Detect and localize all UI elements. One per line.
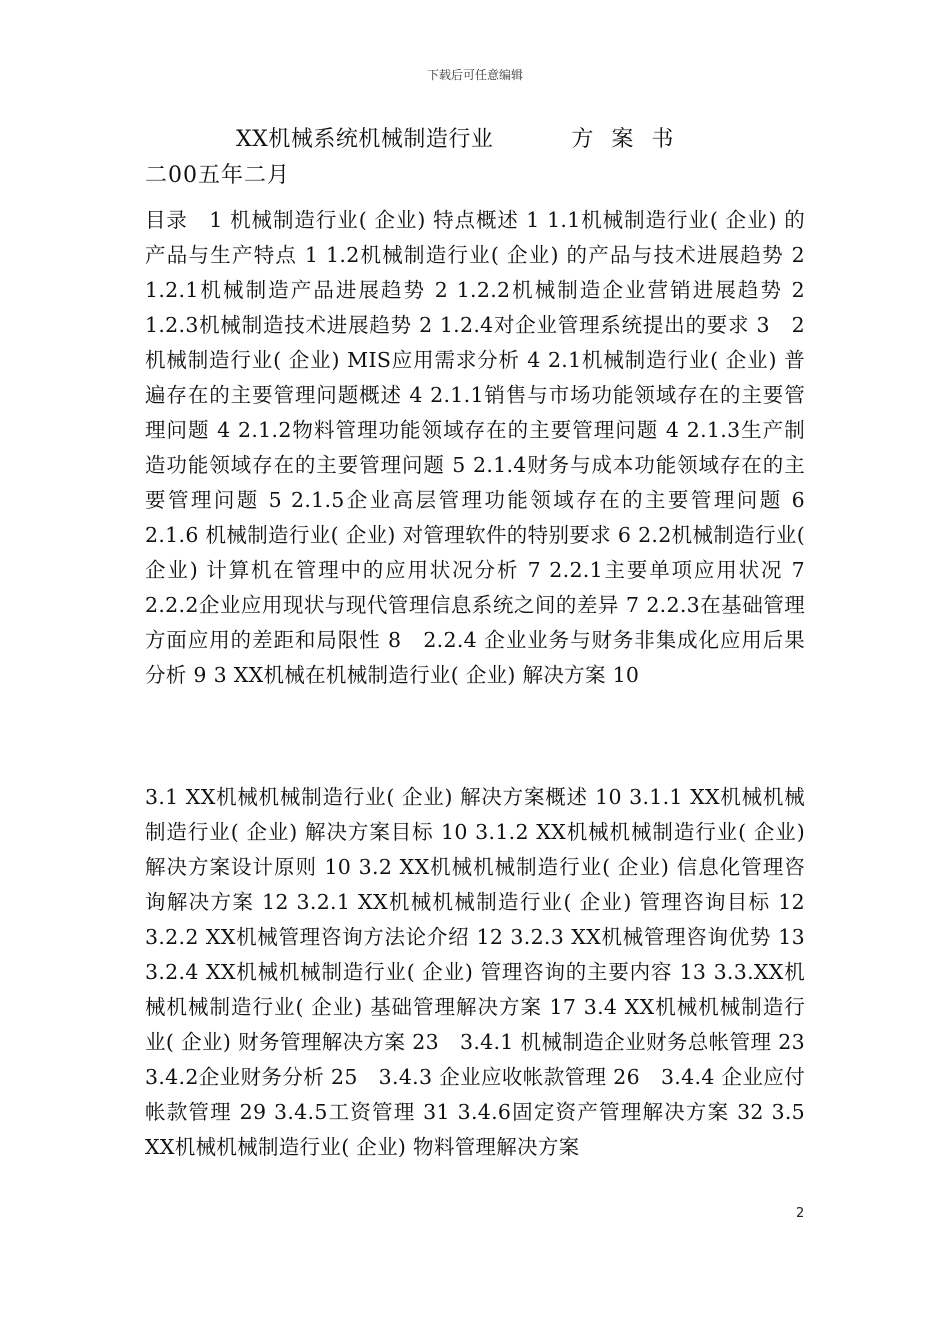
table-of-contents-paragraph-1: 目录 1 机械制造行业( 企业) 特点概述 1 1.1机械制造行业( 企业) 的产品与生产特点 1 1.2机械制造行业( 企业) 的产品与技术进展趋势 2 1.2.1机械制造产品进展趋势 2 1.2.2机械制造企业营销进展趋势 2 1.2.3机械制造技术进展趋势 2 1.2.4对企业管理系统提出的要求 3 2 机械制造行业( 企业) MIS应用需求分析 4 2.1机械制造行业( 企业) 普遍存在的主要管理问题概述 4 2.1.1销售与市场功能领域存在的主要管理问题 4 2.1.2物料管理功能领域存在的主要管理问题 4 2.1.3生产制造功能领域存在的主要管理问题 5 2.1.4财务与成本功能领域存在的主要管理问题 5 2.1.5企业高层管理功能领域存在的主要管理问题 6 2.1.6 机械制造行业( 企业) 对管理软件的特别要求 6 2.2机械制造行业( 企业) 计算机在管理中的应用状况分析 7 2.2.1主要单项应用状况 7 2.2.2企业应用现状与现代管理信息系统之间的差异 7 2.2.3在基础管理方面应用的差距和局限性 8 2.2.4 企业业务与财务非集成化应用后果分析 9 3 XX机械在机械制造行业( 企业) 解决方案 10 [145, 208, 826, 687]
page-header-note: 下载后可任意编辑 [426, 68, 523, 82]
document-date: 二00五年二月 [145, 163, 290, 188]
page-number: 2 [796, 1206, 805, 1221]
document-title-main: XX机械系统机械制造行业 [236, 127, 494, 152]
table-of-contents-paragraph-2: 3.1 XX机械机械制造行业( 企业) 解决方案概述 10 3.1.1 XX机械机械制造行业( 企业) 解决方案目标 10 3.1.2 XX机械机械制造行业( 企业) 解决方案设计原则 10 3.2 XX机械机械制造行业( 企业) 信息化管理咨询解决方案 12 3.2.1 XX机械机械制造行业( 企业) 管理咨询目标 12 3.2.2 XX机械管理咨询方法论介绍 12 3.2.3 XX机械管理咨询优势 13 3.2.4 XX机械机械制造行业( 企业) 管理咨询的主要内容 13 3.3.XX机械机械制造行业( 企业) 基础管理解决方案 17 3.4 XX机械机械制造行业( 企业) 财务管理解决方案 23 3.4.1 机械制造企业财务总帐管理 23 3.4.2企业财务分析 25 3.4.3 企业应收帐款管理 26 3.4.4 企业应付帐款管理 29 3.4.5工资管理 31 3.4.6固定资产管理解决方案 32 3.5 XX机械机械制造行业( 企业) 物料管理解决方案 [145, 785, 826, 1159]
document-title-suffix: 方案书 [571, 127, 692, 152]
document-title [236, 122, 691, 153]
